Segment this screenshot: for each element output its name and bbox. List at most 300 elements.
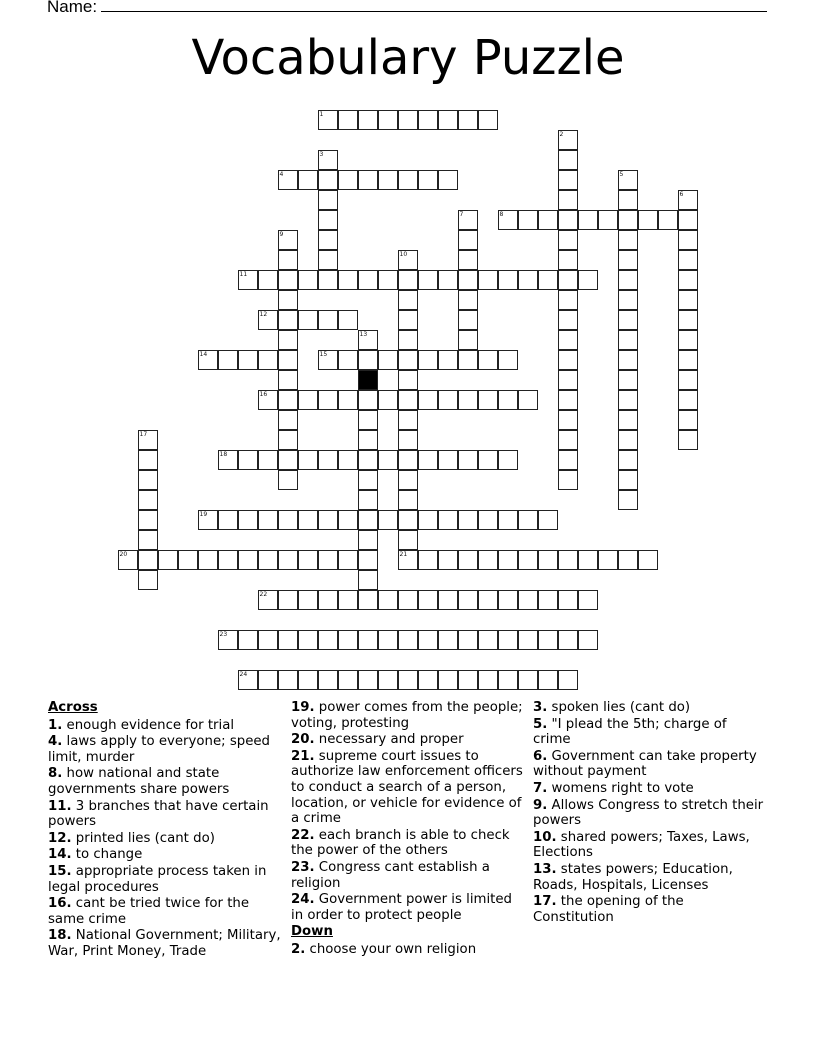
- grid-cell[interactable]: [298, 450, 318, 470]
- grid-cell[interactable]: [458, 230, 478, 250]
- grid-cell[interactable]: [358, 110, 378, 130]
- grid-cell[interactable]: [618, 270, 638, 290]
- grid-cell[interactable]: [298, 670, 318, 690]
- grid-cell[interactable]: [138, 570, 158, 590]
- grid-cell[interactable]: [498, 550, 518, 570]
- grid-cell[interactable]: [278, 550, 298, 570]
- grid-cell[interactable]: [558, 250, 578, 270]
- grid-cell[interactable]: [618, 250, 638, 270]
- grid-cell[interactable]: [358, 590, 378, 610]
- clue-across-1: 1. enough evidence for trial: [48, 717, 235, 733]
- grid-cell[interactable]: [338, 630, 358, 650]
- grid-cell[interactable]: [318, 350, 338, 370]
- grid-cell[interactable]: [558, 310, 578, 330]
- grid-cell[interactable]: [598, 210, 618, 230]
- grid-cell[interactable]: [578, 210, 598, 230]
- grid-cell[interactable]: [378, 170, 398, 190]
- grid-cell[interactable]: [338, 450, 358, 470]
- grid-cell[interactable]: [638, 210, 658, 230]
- grid-cell[interactable]: [358, 670, 378, 690]
- clue-down-10: 10. shared powers; Taxes, Laws, Elections: [533, 829, 750, 861]
- grid-cell[interactable]: [578, 550, 598, 570]
- grid-cell[interactable]: [538, 590, 558, 610]
- grid-cell[interactable]: [558, 330, 578, 350]
- grid-cell[interactable]: [458, 310, 478, 330]
- grid-cell[interactable]: [438, 550, 458, 570]
- grid-cell[interactable]: [418, 170, 438, 190]
- grid-cell[interactable]: [278, 450, 298, 470]
- grid-cell[interactable]: [218, 350, 238, 370]
- grid-cell[interactable]: [398, 270, 418, 290]
- grid-cell[interactable]: [558, 190, 578, 210]
- grid-cell[interactable]: [398, 670, 418, 690]
- grid-cell[interactable]: [518, 270, 538, 290]
- grid-cell[interactable]: [398, 290, 418, 310]
- grid-cell[interactable]: [558, 550, 578, 570]
- grid-cell[interactable]: [358, 170, 378, 190]
- grid-cell[interactable]: [338, 270, 358, 290]
- grid-cell[interactable]: [278, 270, 298, 290]
- grid-cell[interactable]: [378, 450, 398, 470]
- grid-cell[interactable]: [578, 630, 598, 650]
- grid-cell[interactable]: [338, 310, 358, 330]
- grid-cell[interactable]: [318, 670, 338, 690]
- grid-cell[interactable]: [258, 550, 278, 570]
- grid-cell[interactable]: [318, 210, 338, 230]
- grid-cell[interactable]: [318, 110, 338, 130]
- grid-cell[interactable]: [238, 450, 258, 470]
- clue-number: 3: [319, 150, 324, 158]
- grid-cell[interactable]: [358, 330, 378, 350]
- grid-cell[interactable]: [678, 310, 698, 330]
- grid-cell[interactable]: [338, 510, 358, 530]
- grid-cell[interactable]: [678, 430, 698, 450]
- grid-cell[interactable]: [538, 210, 558, 230]
- grid-cell[interactable]: [378, 350, 398, 370]
- grid-cell[interactable]: [358, 510, 378, 530]
- grid-cell[interactable]: [398, 590, 418, 610]
- grid-cell[interactable]: [418, 550, 438, 570]
- grid-cell[interactable]: [458, 630, 478, 650]
- grid-cell[interactable]: [258, 670, 278, 690]
- grid-cell[interactable]: [678, 270, 698, 290]
- grid-cell[interactable]: [318, 250, 338, 270]
- grid-cell[interactable]: [398, 510, 418, 530]
- grid-cell[interactable]: [518, 590, 538, 610]
- grid-cell[interactable]: [138, 430, 158, 450]
- grid-cell[interactable]: [318, 550, 338, 570]
- grid-cell[interactable]: [458, 450, 478, 470]
- grid-cell[interactable]: [398, 390, 418, 410]
- grid-cell[interactable]: [298, 510, 318, 530]
- grid-cell[interactable]: [358, 270, 378, 290]
- grid-cell[interactable]: [478, 390, 498, 410]
- grid-cell[interactable]: [518, 390, 538, 410]
- grid-cell[interactable]: [418, 670, 438, 690]
- grid-cell[interactable]: [358, 470, 378, 490]
- grid-cell[interactable]: [558, 210, 578, 230]
- grid-cell[interactable]: [138, 450, 158, 470]
- clue-down-6: 6. Government can take property without payment: [533, 748, 757, 780]
- grid-cell[interactable]: [238, 270, 258, 290]
- grid-cell[interactable]: [398, 530, 418, 550]
- grid-cell[interactable]: [438, 510, 458, 530]
- grid-cell[interactable]: [618, 390, 638, 410]
- grid-cell[interactable]: [398, 370, 418, 390]
- grid-cell[interactable]: [318, 270, 338, 290]
- grid-cell[interactable]: [278, 310, 298, 330]
- grid-cell[interactable]: [458, 510, 478, 530]
- grid-cell[interactable]: [438, 390, 458, 410]
- grid-cell[interactable]: [278, 170, 298, 190]
- grid-cell[interactable]: [358, 570, 378, 590]
- grid-cell[interactable]: [278, 630, 298, 650]
- grid-cell[interactable]: [578, 270, 598, 290]
- grid-cell[interactable]: [438, 670, 458, 690]
- grid-cell[interactable]: [558, 130, 578, 150]
- grid-cell[interactable]: [158, 550, 178, 570]
- clue-number: 8: [499, 210, 504, 218]
- grid-cell[interactable]: [398, 410, 418, 430]
- grid-cell[interactable]: [438, 270, 458, 290]
- grid-cell[interactable]: [618, 310, 638, 330]
- grid-cell[interactable]: [678, 290, 698, 310]
- grid-cell[interactable]: [118, 550, 138, 570]
- grid-cell[interactable]: [558, 590, 578, 610]
- grid-cell[interactable]: [358, 350, 378, 370]
- grid-cell[interactable]: [298, 630, 318, 650]
- grid-cell[interactable]: [258, 350, 278, 370]
- grid-cell[interactable]: [298, 310, 318, 330]
- grid-cell[interactable]: [558, 270, 578, 290]
- grid-cell[interactable]: [418, 590, 438, 610]
- grid-cell[interactable]: [478, 450, 498, 470]
- name-label: Name:: [47, 0, 98, 16]
- grid-cell[interactable]: [458, 330, 478, 350]
- grid-cell[interactable]: [618, 190, 638, 210]
- grid-cell[interactable]: [478, 270, 498, 290]
- grid-cell[interactable]: [478, 350, 498, 370]
- clue-number: 1: [319, 110, 324, 118]
- grid-cell[interactable]: [618, 550, 638, 570]
- grid-cell[interactable]: [278, 390, 298, 410]
- clue-down-5: 5. "I plead the 5th; charge of crime: [533, 716, 727, 748]
- clue-number: 14: [199, 350, 208, 358]
- grid-cell[interactable]: [678, 250, 698, 270]
- grid-cell[interactable]: [478, 670, 498, 690]
- grid-cell[interactable]: [278, 230, 298, 250]
- grid-cell[interactable]: [618, 370, 638, 390]
- grid-cell[interactable]: [518, 670, 538, 690]
- grid-cell[interactable]: [678, 390, 698, 410]
- grid-cell[interactable]: [338, 590, 358, 610]
- grid-cell[interactable]: [458, 250, 478, 270]
- grid-cell[interactable]: [418, 270, 438, 290]
- grid-cell[interactable]: [358, 530, 378, 550]
- grid-cell[interactable]: [138, 510, 158, 530]
- grid-cell[interactable]: [278, 410, 298, 430]
- grid-cell[interactable]: [218, 630, 238, 650]
- grid-cell[interactable]: [298, 590, 318, 610]
- grid-cell[interactable]: [338, 390, 358, 410]
- grid-cell[interactable]: [258, 630, 278, 650]
- grid-cell[interactable]: [458, 290, 478, 310]
- grid-cell[interactable]: [398, 450, 418, 470]
- grid-cell[interactable]: [558, 410, 578, 430]
- grid-cell[interactable]: [318, 150, 338, 170]
- grid-cell[interactable]: [618, 230, 638, 250]
- grid-cell[interactable]: [458, 390, 478, 410]
- grid-cell[interactable]: [618, 430, 638, 450]
- clue-number: 2: [559, 130, 564, 138]
- grid-cell[interactable]: [338, 110, 358, 130]
- grid-cell[interactable]: [298, 390, 318, 410]
- grid-cell[interactable]: [278, 670, 298, 690]
- grid-cell[interactable]: [198, 350, 218, 370]
- grid-cell[interactable]: [418, 110, 438, 130]
- grid-cell[interactable]: [398, 430, 418, 450]
- grid-cell[interactable]: [298, 170, 318, 190]
- grid-cell[interactable]: [318, 590, 338, 610]
- grid-cell[interactable]: [558, 390, 578, 410]
- grid-cell[interactable]: [398, 470, 418, 490]
- grid-cell[interactable]: [418, 350, 438, 370]
- clue-across-11: 11. 3 branches that have certain powers: [48, 798, 269, 830]
- grid-cell[interactable]: [278, 430, 298, 450]
- grid-cell[interactable]: [338, 350, 358, 370]
- grid-cell[interactable]: [638, 550, 658, 570]
- grid-cell[interactable]: [438, 110, 458, 130]
- grid-cell[interactable]: [178, 550, 198, 570]
- grid-cell[interactable]: [618, 410, 638, 430]
- grid-cell[interactable]: [318, 230, 338, 250]
- grid-cell[interactable]: [358, 490, 378, 510]
- grid-cell[interactable]: [518, 510, 538, 530]
- grid-cell[interactable]: [558, 230, 578, 250]
- grid-cell[interactable]: [258, 270, 278, 290]
- grid-cell[interactable]: [358, 410, 378, 430]
- grid-cell[interactable]: [398, 550, 418, 570]
- grid-cell[interactable]: [458, 590, 478, 610]
- grid-cell[interactable]: [238, 510, 258, 530]
- grid-cell[interactable]: [238, 350, 258, 370]
- grid-cell[interactable]: [318, 450, 338, 470]
- grid-cell[interactable]: [278, 590, 298, 610]
- grid-cell[interactable]: [678, 410, 698, 430]
- grid-cell[interactable]: [298, 270, 318, 290]
- grid-cell[interactable]: [458, 110, 478, 130]
- grid-cell[interactable]: [678, 330, 698, 350]
- grid-cell[interactable]: [398, 490, 418, 510]
- grid-cell[interactable]: [618, 210, 638, 230]
- grid-cell[interactable]: [338, 550, 358, 570]
- grid-cell[interactable]: [558, 170, 578, 190]
- down-heading: Down: [291, 924, 333, 940]
- grid-cell[interactable]: [278, 470, 298, 490]
- grid-cell[interactable]: [278, 290, 298, 310]
- grid-cell[interactable]: [458, 550, 478, 570]
- grid-cell[interactable]: [518, 210, 538, 230]
- grid-cell[interactable]: [498, 450, 518, 470]
- grid-cell[interactable]: [398, 330, 418, 350]
- grid-cell[interactable]: [538, 630, 558, 650]
- grid-cell[interactable]: [438, 590, 458, 610]
- grid-cell[interactable]: [598, 550, 618, 570]
- clue-number: 4: [279, 170, 284, 178]
- grid-cell[interactable]: [458, 350, 478, 370]
- grid-cell[interactable]: [498, 210, 518, 230]
- grid-cell[interactable]: [498, 670, 518, 690]
- grid-cell[interactable]: [378, 630, 398, 650]
- grid-cell[interactable]: [438, 450, 458, 470]
- grid-cell[interactable]: [398, 350, 418, 370]
- grid-cell[interactable]: [538, 670, 558, 690]
- grid-cell[interactable]: [418, 510, 438, 530]
- grid-cell[interactable]: [538, 270, 558, 290]
- grid-cell[interactable]: [258, 390, 278, 410]
- grid-cell[interactable]: [138, 550, 158, 570]
- grid-cell[interactable]: [678, 370, 698, 390]
- grid-cell[interactable]: [678, 350, 698, 370]
- grid-cell[interactable]: [398, 170, 418, 190]
- grid-cell[interactable]: [398, 250, 418, 270]
- grid-cell[interactable]: [478, 550, 498, 570]
- grid-cell[interactable]: [198, 510, 218, 530]
- clue-number: 17: [139, 430, 148, 438]
- grid-cell[interactable]: [478, 110, 498, 130]
- grid-cell[interactable]: [618, 470, 638, 490]
- grid-cell[interactable]: [558, 150, 578, 170]
- grid-cell[interactable]: [418, 390, 438, 410]
- grid-cell[interactable]: [578, 590, 598, 610]
- grid-cell[interactable]: [618, 170, 638, 190]
- grid-cell[interactable]: [378, 510, 398, 530]
- grid-cell[interactable]: [538, 550, 558, 570]
- grid-cell[interactable]: [658, 210, 678, 230]
- grid-cell[interactable]: [258, 310, 278, 330]
- grid-cell[interactable]: [378, 590, 398, 610]
- grid-cell[interactable]: [338, 670, 358, 690]
- grid-cell[interactable]: [418, 630, 438, 650]
- grid-cell[interactable]: [458, 670, 478, 690]
- grid-cell[interactable]: [558, 470, 578, 490]
- grid-cell[interactable]: [618, 490, 638, 510]
- grid-cell[interactable]: [258, 510, 278, 530]
- grid-cell[interactable]: [558, 630, 578, 650]
- grid-cell[interactable]: [218, 510, 238, 530]
- grid-cell[interactable]: [218, 550, 238, 570]
- grid-cell[interactable]: [318, 170, 338, 190]
- grid-cell[interactable]: [138, 530, 158, 550]
- grid-cell[interactable]: [558, 290, 578, 310]
- grid-cell[interactable]: [358, 550, 378, 570]
- grid-cell[interactable]: [558, 430, 578, 450]
- clue-number: 20: [119, 550, 128, 558]
- grid-cell[interactable]: [518, 550, 538, 570]
- grid-cell[interactable]: [358, 430, 378, 450]
- grid-cell[interactable]: [478, 590, 498, 610]
- grid-cell[interactable]: [498, 630, 518, 650]
- grid-cell[interactable]: [298, 550, 318, 570]
- grid-cell[interactable]: [558, 370, 578, 390]
- grid-cell[interactable]: [378, 270, 398, 290]
- grid-cell[interactable]: [318, 190, 338, 210]
- grid-cell[interactable]: [278, 330, 298, 350]
- grid-cell[interactable]: [678, 190, 698, 210]
- grid-cell[interactable]: [378, 670, 398, 690]
- grid-cell[interactable]: [618, 330, 638, 350]
- grid-cell[interactable]: [498, 390, 518, 410]
- grid-cell[interactable]: [318, 390, 338, 410]
- grid-cell[interactable]: [358, 450, 378, 470]
- clue-across-24: 24. Government power is limited in order to protect people: [291, 892, 512, 923]
- grid-cell[interactable]: [618, 450, 638, 470]
- grid-cell[interactable]: [458, 210, 478, 230]
- grid-cell[interactable]: [278, 370, 298, 390]
- grid-cell[interactable]: [398, 310, 418, 330]
- grid-cell[interactable]: [238, 550, 258, 570]
- clue-across-8: 8. how national and state governments share powers: [48, 766, 230, 797]
- grid-cell[interactable]: [318, 630, 338, 650]
- grid-cell[interactable]: [518, 630, 538, 650]
- grid-cell[interactable]: [398, 630, 418, 650]
- grid-cell[interactable]: [618, 350, 638, 370]
- grid-cell[interactable]: [138, 470, 158, 490]
- grid-cell[interactable]: [458, 270, 478, 290]
- grid-cell[interactable]: [278, 350, 298, 370]
- clue-across-14: 14. to change: [48, 847, 143, 863]
- grid-cell[interactable]: [398, 110, 418, 130]
- grid-cell[interactable]: [358, 630, 378, 650]
- grid-cell[interactable]: [678, 230, 698, 250]
- grid-cell[interactable]: [558, 450, 578, 470]
- grid-cell[interactable]: [438, 630, 458, 650]
- grid-cell[interactable]: [318, 310, 338, 330]
- grid-cell[interactable]: [218, 450, 238, 470]
- grid-cell[interactable]: [618, 290, 638, 310]
- grid-cell[interactable]: [338, 170, 358, 190]
- grid-cell[interactable]: [478, 630, 498, 650]
- grid-cell[interactable]: [498, 590, 518, 610]
- grid-cell[interactable]: [318, 510, 338, 530]
- black-cell: [358, 370, 378, 390]
- grid-cell[interactable]: [498, 510, 518, 530]
- grid-cell[interactable]: [278, 250, 298, 270]
- grid-cell[interactable]: [238, 630, 258, 650]
- grid-cell[interactable]: [558, 670, 578, 690]
- grid-cell[interactable]: [378, 110, 398, 130]
- grid-cell[interactable]: [478, 510, 498, 530]
- grid-cell[interactable]: [538, 510, 558, 530]
- grid-cell[interactable]: [498, 350, 518, 370]
- grid-cell[interactable]: [238, 670, 258, 690]
- grid-cell[interactable]: [138, 490, 158, 510]
- grid-cell[interactable]: [378, 390, 398, 410]
- grid-cell[interactable]: [678, 210, 698, 230]
- grid-cell[interactable]: [258, 450, 278, 470]
- grid-cell[interactable]: [358, 390, 378, 410]
- grid-cell[interactable]: [498, 270, 518, 290]
- clue-number: 15: [319, 350, 328, 358]
- grid-cell[interactable]: [258, 590, 278, 610]
- grid-cell[interactable]: [278, 510, 298, 530]
- grid-cell[interactable]: [438, 170, 458, 190]
- grid-cell[interactable]: [558, 350, 578, 370]
- grid-cell[interactable]: [418, 450, 438, 470]
- grid-cell[interactable]: [438, 350, 458, 370]
- clue-across-21: 21. supreme court issues to authorize law enforcement officers to conduct a search of a person, location, or vehicle for evidence of a crime: [291, 748, 523, 827]
- grid-cell[interactable]: [198, 550, 218, 570]
